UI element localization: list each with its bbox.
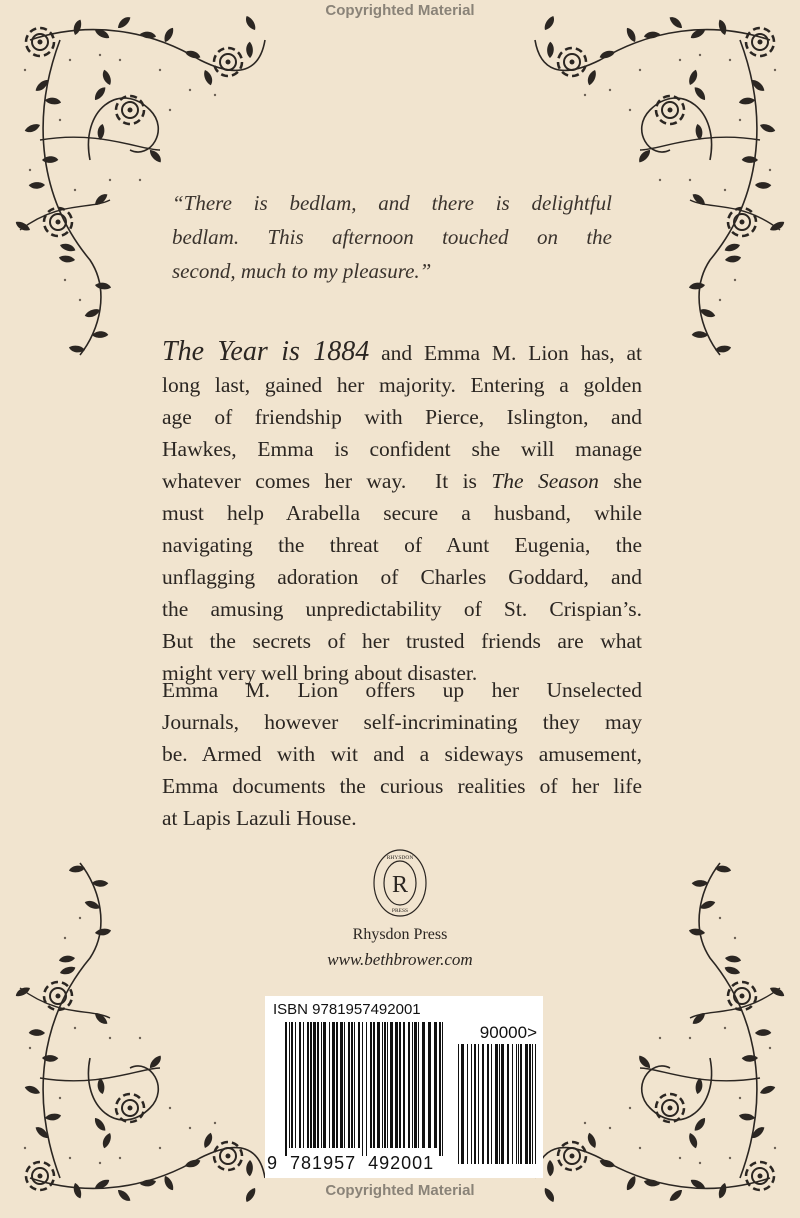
floral-ornament-top-right <box>520 0 800 370</box>
barcode-bar <box>299 1022 301 1148</box>
barcode-bar <box>418 1022 419 1148</box>
barcode-bar <box>403 1022 405 1148</box>
barcode-bar <box>289 1022 290 1148</box>
blurb-line <box>162 336 642 369</box>
blurb-line: the amusing unpredictability of St. Crispian’s. <box>162 597 642 621</box>
barcode-bar <box>428 1022 431 1148</box>
barcode-bar <box>482 1044 484 1164</box>
barcode-bar <box>362 1022 363 1156</box>
barcode-bar <box>458 1044 459 1164</box>
barcode-bar <box>310 1022 312 1148</box>
blurb-line: But the secrets of her trusted friends are what <box>162 629 642 653</box>
barcode-bar <box>525 1044 528 1164</box>
barcode-bar <box>291 1022 293 1148</box>
isbn-label: ISBN 9781957492001 <box>273 1001 421 1018</box>
digits-right: 492001 <box>368 1153 435 1173</box>
blurb-line: long last, gained her majority. Entering a golden <box>162 373 642 397</box>
blurb-text: and Emma M. Lion has, at <box>369 341 642 365</box>
barcode-bar <box>336 1022 338 1148</box>
blurb-line: might very well bring about disaster. <box>162 661 478 685</box>
barcode-bar <box>340 1022 343 1148</box>
barcode-bar <box>399 1022 401 1148</box>
barcode-bar <box>535 1044 536 1164</box>
blurb-line <box>162 465 642 497</box>
blurb-line: Emma documents the curious realities of her life <box>162 774 642 798</box>
author-website: www.bethbrower.com <box>327 950 473 969</box>
barcode-bar <box>307 1022 309 1148</box>
barcode-bar <box>442 1022 443 1156</box>
barcode-bar <box>321 1022 322 1148</box>
barcode-bar <box>329 1022 330 1148</box>
barcode-bar <box>474 1044 476 1164</box>
barcode-bar <box>412 1022 413 1148</box>
barcode-bar <box>313 1022 316 1148</box>
barcode-bar <box>529 1044 531 1164</box>
price-code: 90000> <box>479 1023 537 1042</box>
blurb-paragraph-2 <box>162 674 642 834</box>
quote-line: bedlam. This afternoon touched on the <box>172 225 612 249</box>
barcode-bar <box>532 1044 533 1164</box>
barcode-bar <box>387 1022 388 1148</box>
barcode-bar <box>354 1022 355 1148</box>
barcode-bar <box>384 1022 386 1148</box>
barcode-bar <box>491 1044 492 1164</box>
digits-left: 781957 <box>290 1153 357 1173</box>
barcode-bar <box>495 1044 498 1164</box>
barcode-bar <box>390 1022 393 1148</box>
barcode-bar <box>434 1022 437 1148</box>
floral-ornament-bottom-right <box>520 848 800 1218</box>
barcode-bar <box>285 1022 287 1156</box>
blurb-line: age of friendship with Pierce, Islington, and <box>162 405 642 429</box>
rhysdon-press-logo <box>372 848 428 918</box>
blurb-line: at Lapis Lazuli House. <box>162 806 357 830</box>
barcode-bar <box>478 1044 479 1164</box>
barcode-bar <box>414 1022 417 1148</box>
barcode-bar <box>499 1044 500 1164</box>
logo-text-top: RHYSDON <box>386 855 414 861</box>
barcode-bar <box>295 1022 296 1148</box>
barcode-bar <box>358 1022 360 1148</box>
barcode-bar <box>332 1022 335 1148</box>
barcode-bar <box>467 1044 468 1164</box>
blurb-line: navigating the threat of Aunt Eugenia, the <box>162 533 642 557</box>
barcode-bar <box>303 1022 304 1148</box>
barcode-bar <box>351 1022 353 1148</box>
barcode-bar <box>373 1022 375 1148</box>
barcode-bar <box>487 1044 489 1164</box>
barcode-bar <box>344 1022 345 1148</box>
barcode-bar <box>395 1022 398 1148</box>
isbn-barcode <box>265 996 543 1178</box>
barcode-bar <box>518 1044 519 1164</box>
blurb-text: whatever comes her way. It is <box>162 469 492 493</box>
barcode-bar <box>317 1022 319 1148</box>
barcode-bar <box>507 1044 509 1164</box>
barcode-bar <box>382 1022 383 1148</box>
blurb-line: Hawkes, Emma is confident she will manage <box>162 437 642 461</box>
barcode-bar <box>323 1022 326 1148</box>
copyright-watermark-bottom: Copyrighted Material <box>325 1182 475 1199</box>
barcode-bar <box>471 1044 472 1164</box>
floral-ornament-bottom-left <box>0 848 280 1218</box>
epigraph-quote <box>172 186 612 288</box>
barcode-bar <box>408 1022 410 1148</box>
barcode-bar <box>366 1022 367 1156</box>
barcode-bar <box>348 1022 350 1148</box>
blurb-line: unflagging adoration of Charles Goddard, and <box>162 565 642 589</box>
barcode-digits <box>267 1153 434 1174</box>
floral-ornament-top-left <box>0 0 280 370</box>
blurb-text: she <box>598 469 642 493</box>
quote-line: second, much to my pleasure.” <box>172 259 432 283</box>
quote-line: “There is bedlam, and there is delightful <box>172 191 612 215</box>
barcode-bar <box>439 1022 441 1156</box>
barcode-bar <box>422 1022 425 1148</box>
barcode-bar <box>377 1022 380 1148</box>
barcode-bar <box>520 1044 522 1164</box>
blurb-line: be. Armed with wit and a sideways amusement, <box>162 742 642 766</box>
blurb-line: Journals, however self-incriminating they may <box>162 710 642 734</box>
barcode-bar <box>512 1044 513 1164</box>
logo-text-bottom: PRESS <box>391 908 409 914</box>
blurb-line: must help Arabella secure a husband, while <box>162 501 642 525</box>
barcode-bar <box>501 1044 504 1164</box>
publisher-name: Rhysdon Press <box>352 926 448 943</box>
barcode-bar <box>516 1044 517 1164</box>
copyright-watermark-top: Copyrighted Material <box>325 2 475 19</box>
barcode-bar <box>370 1022 372 1148</box>
blurb-line: Emma M. Lion offers up her Unselected <box>162 678 642 702</box>
lead-phrase: The Year is 1884 <box>162 336 370 367</box>
logo-letter: R <box>391 872 409 898</box>
season-italic: The Season <box>491 469 599 493</box>
blurb-paragraph-1 <box>162 336 642 689</box>
barcode-bar <box>461 1044 464 1164</box>
digit-first: 9 <box>267 1153 279 1173</box>
